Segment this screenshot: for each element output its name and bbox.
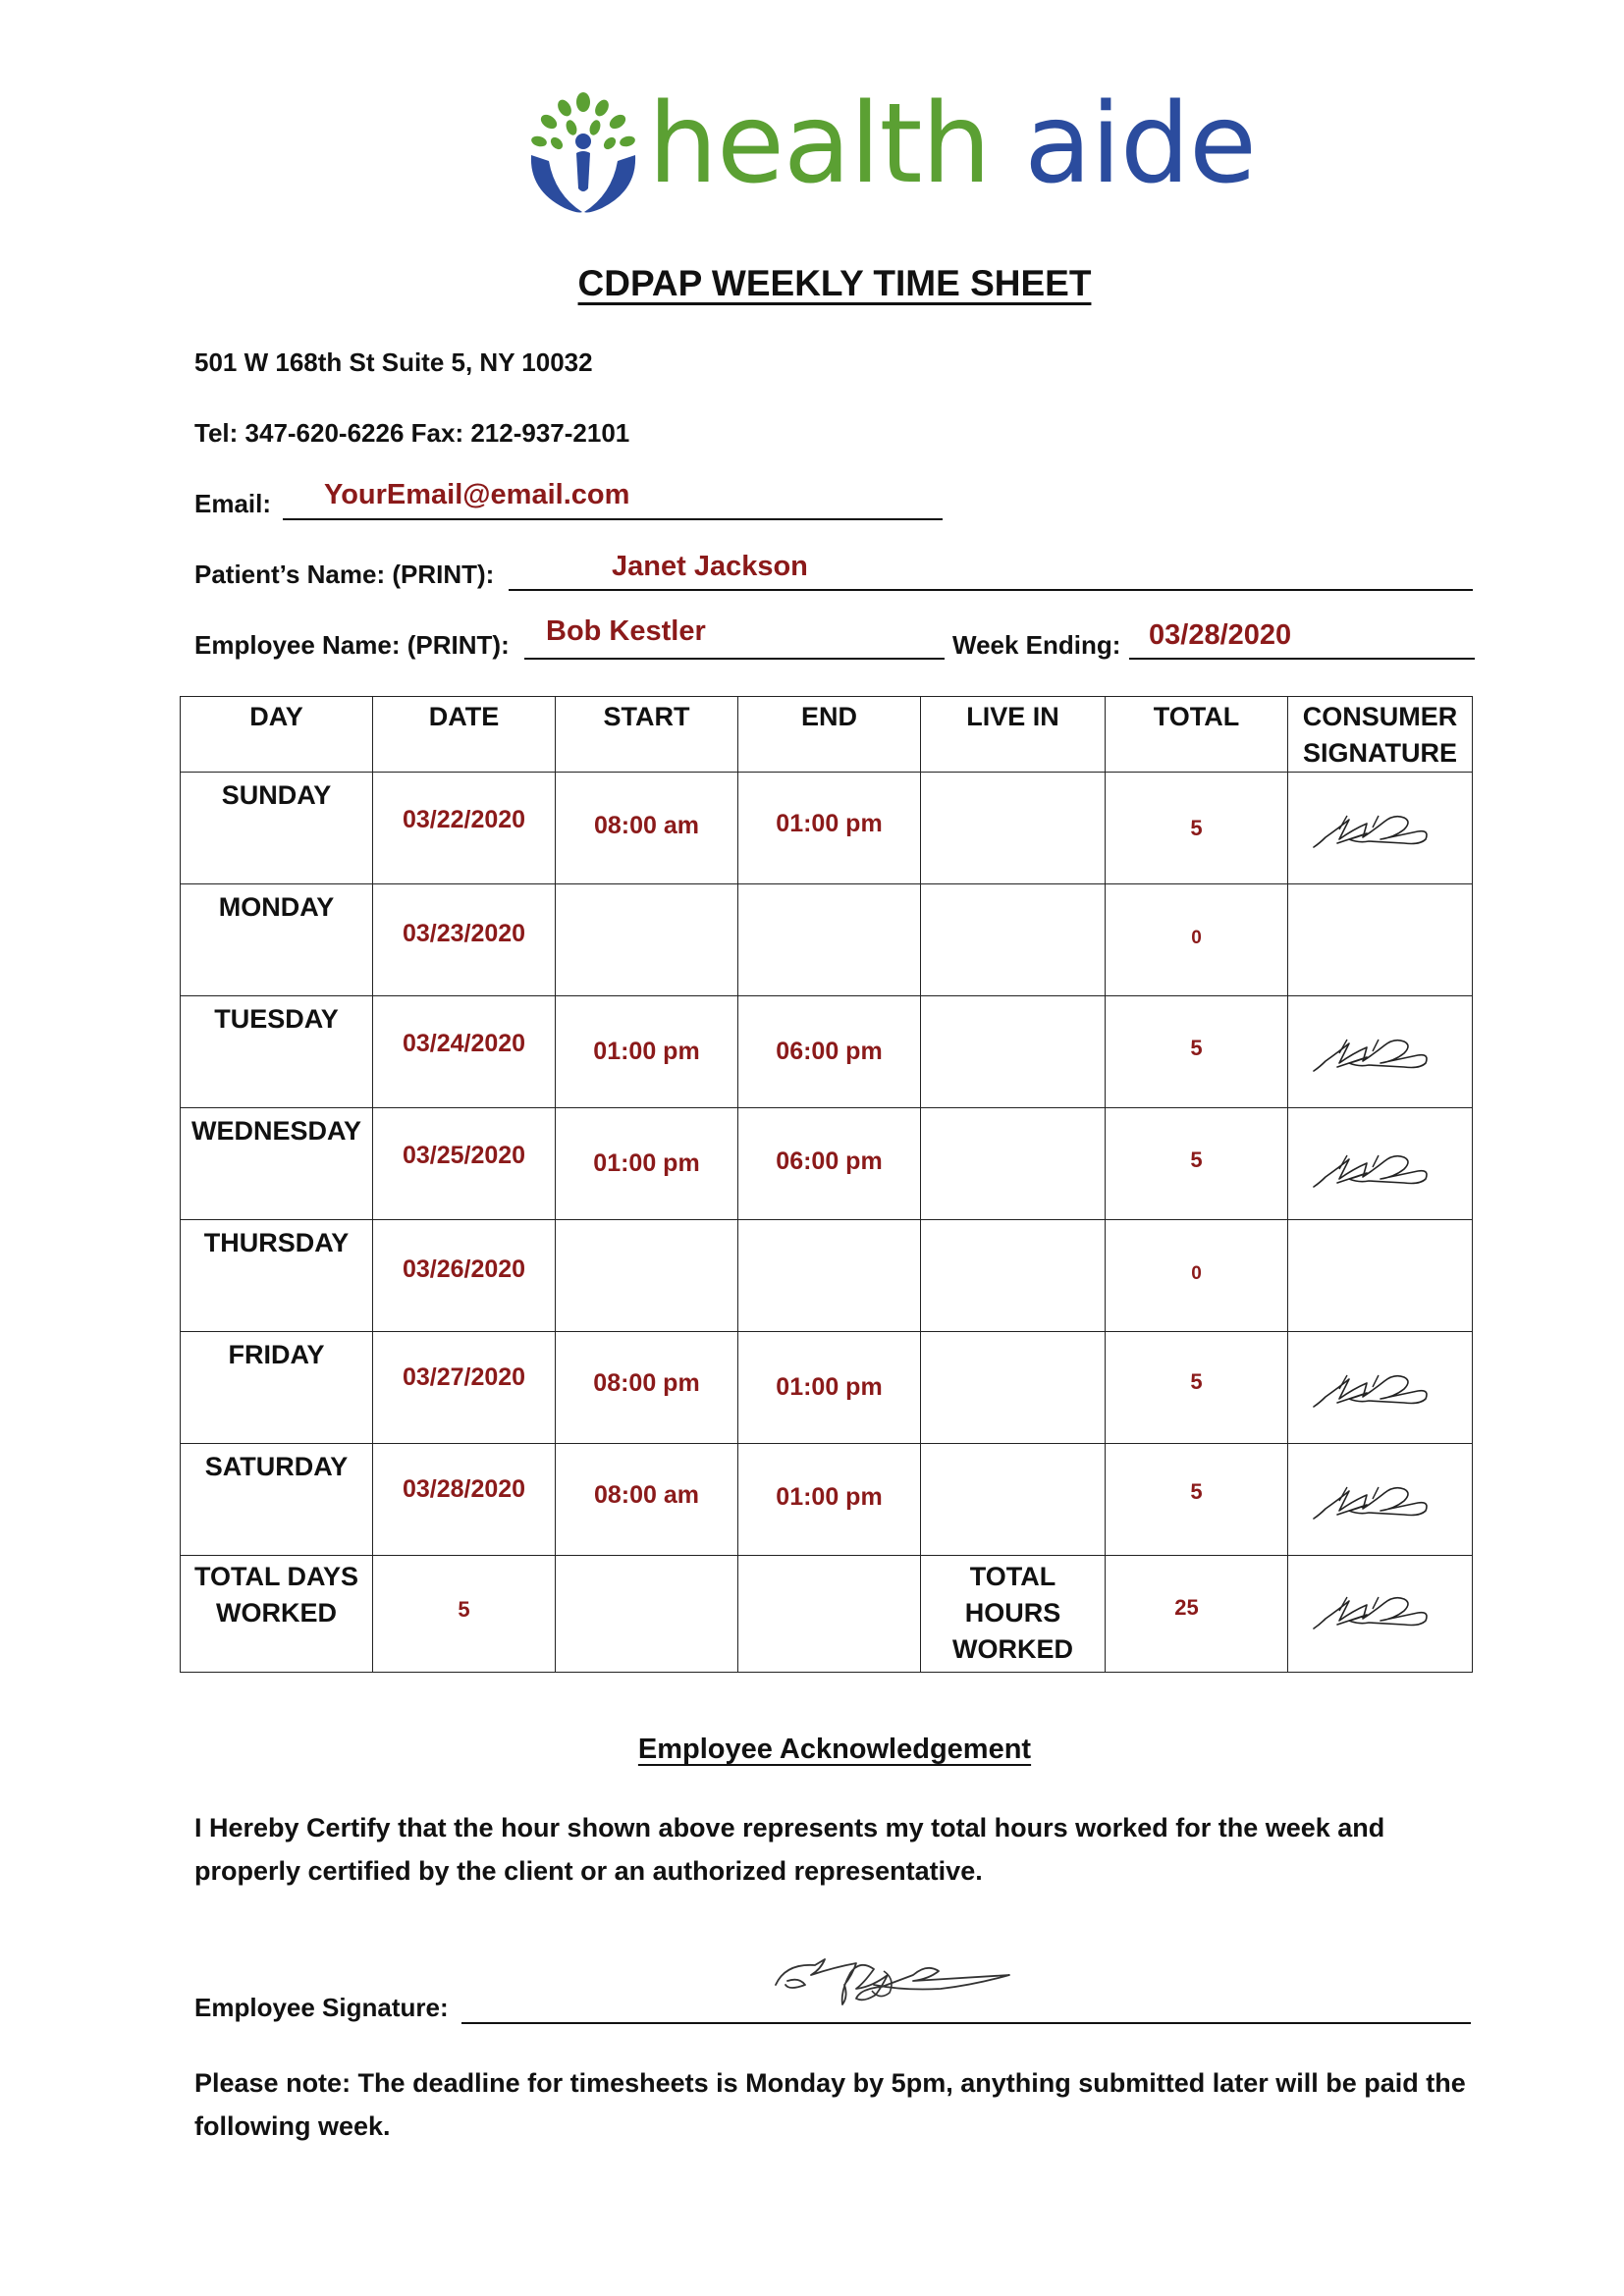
start-value: 08:00 am — [593, 812, 700, 839]
live-in-cell[interactable] — [921, 884, 1106, 996]
table-row — [181, 773, 1473, 884]
day-cell: MONDAY — [218, 892, 335, 922]
consumer-signature-icon — [1310, 1140, 1437, 1195]
live-in-cell[interactable] — [921, 1220, 1106, 1332]
timesheet-table — [180, 696, 1472, 1663]
date-value: 03/22/2020 — [402, 806, 526, 833]
day-cell: SUNDAY — [221, 780, 332, 810]
end-cell[interactable] — [738, 1220, 921, 1332]
table-row — [181, 1332, 1473, 1444]
consumer-signature-icon — [1310, 1360, 1437, 1415]
table-header-row — [181, 697, 1473, 773]
employee-name-field[interactable]: Bob Kestler — [546, 615, 706, 647]
acknowledgement-text: I Hereby Certify that the hour shown above represents my total hours worked for the week and properly certified by the client or an authorized representative. — [194, 1813, 1385, 1886]
consumer-signature-cell[interactable] — [1288, 1556, 1473, 1673]
date-cell[interactable] — [373, 1332, 556, 1444]
live-in-cell[interactable] — [921, 1108, 1106, 1220]
consumer-signature-cell[interactable] — [1288, 884, 1473, 996]
week-ending-label: Week Ending: — [952, 630, 1121, 660]
start-cell[interactable] — [556, 1220, 738, 1332]
table-row — [181, 1220, 1473, 1332]
total-hours-cell[interactable] — [1106, 1556, 1288, 1673]
email-label: Email: — [194, 489, 272, 518]
total-cell[interactable] — [1106, 1332, 1288, 1444]
start-cell[interactable] — [556, 1332, 738, 1444]
header-day: DAY — [181, 697, 373, 773]
email-field[interactable]: YourEmail@email.com — [324, 479, 630, 510]
employee-underline — [524, 658, 945, 660]
day-cell: WEDNESDAY — [190, 1116, 362, 1146]
table-row — [181, 1108, 1473, 1220]
employee-signature-field[interactable] — [461, 2022, 1471, 2024]
consumer-signature-icon — [1310, 1471, 1437, 1526]
consumer-signature-icon — [1310, 800, 1437, 855]
consumer-signature-cell[interactable] — [1288, 996, 1473, 1108]
header-date: DATE — [373, 697, 556, 773]
date-value: 03/28/2020 — [402, 1475, 526, 1503]
patient-name-field[interactable]: Janet Jackson — [612, 551, 808, 582]
live-in-cell[interactable] — [921, 1332, 1106, 1444]
end-value: 01:00 pm — [776, 1483, 883, 1511]
total-value: 5 — [1190, 1148, 1203, 1172]
total-cell[interactable] — [1106, 1108, 1288, 1220]
total-value: 5 — [1190, 1369, 1203, 1394]
table-row — [181, 884, 1473, 996]
date-value: 03/25/2020 — [402, 1142, 526, 1169]
header-total: TOTAL — [1106, 697, 1288, 773]
date-cell[interactable] — [373, 1444, 556, 1556]
total-cell[interactable] — [1106, 1444, 1288, 1556]
logo-wordmark: health aide — [648, 80, 1256, 208]
table-row — [181, 1444, 1473, 1556]
day-cell: FRIDAY — [228, 1340, 325, 1369]
employee-signature-icon — [766, 1946, 1021, 2014]
day-cell: TUESDAY — [214, 1004, 339, 1034]
start-value: 08:00 am — [593, 1481, 700, 1509]
end-value: 06:00 pm — [776, 1038, 883, 1065]
live-in-cell[interactable] — [921, 773, 1106, 884]
total-value: 5 — [1190, 1479, 1203, 1504]
tree-hands-icon — [525, 92, 641, 218]
start-cell[interactable] — [556, 1108, 738, 1220]
start-cell[interactable] — [556, 996, 738, 1108]
total-hours-value: 25 — [1174, 1595, 1199, 1620]
patient-underline — [509, 589, 1473, 591]
end-cell[interactable] — [738, 1444, 921, 1556]
date-cell[interactable] — [373, 996, 556, 1108]
consumer-signature-cell[interactable] — [1288, 773, 1473, 884]
header-live-in: LIVE IN — [921, 697, 1106, 773]
date-value: 03/23/2020 — [402, 920, 526, 947]
end-value: 06:00 pm — [776, 1148, 883, 1175]
page-title: CDPAP WEEKLY TIME SHEET — [577, 263, 1092, 303]
day-cell: SATURDAY — [204, 1452, 349, 1481]
total-cell[interactable] — [1106, 996, 1288, 1108]
health-aide-logo — [525, 80, 1256, 224]
date-value: 03/27/2020 — [402, 1363, 526, 1391]
date-cell[interactable] — [373, 1220, 556, 1332]
patient-label: Patient’s Name: (PRINT): — [194, 560, 495, 589]
total-value: 0 — [1191, 1263, 1202, 1284]
consumer-signature-icon — [1310, 1024, 1437, 1079]
employee-signature-label: Employee Signature: — [194, 1993, 449, 2022]
date-value: 03/24/2020 — [402, 1030, 526, 1057]
total-days-label: TOTAL DAYS WORKED — [181, 1556, 373, 1673]
week-ending-underline — [1129, 658, 1475, 660]
total-days-value: 5 — [458, 1597, 470, 1622]
total-cell[interactable] — [1106, 884, 1288, 996]
end-cell[interactable] — [738, 884, 921, 996]
table-totals-row — [181, 1556, 1473, 1673]
day-cell: THURSDAY — [203, 1228, 350, 1257]
end-cell[interactable] — [738, 1108, 921, 1220]
live-in-cell[interactable] — [921, 996, 1106, 1108]
consumer-signature-cell[interactable] — [1288, 1220, 1473, 1332]
consumer-signature-cell[interactable] — [1288, 1332, 1473, 1444]
blank-cell — [556, 1556, 738, 1673]
consumer-signature-icon — [1310, 1581, 1437, 1636]
deadline-note: Please note: The deadline for timesheets is Monday by 5pm, anything submitted later will be paid the following week. — [194, 2068, 1466, 2141]
table-row — [181, 996, 1473, 1108]
header-consumer-signature: CONSUMER SIGNATURE — [1288, 697, 1473, 773]
start-value: 01:00 pm — [593, 1149, 700, 1177]
start-value: 08:00 pm — [593, 1369, 700, 1397]
total-value: 5 — [1190, 1036, 1203, 1060]
email-underline — [283, 518, 943, 520]
end-cell[interactable] — [738, 996, 921, 1108]
consumer-signature-cell[interactable] — [1288, 1108, 1473, 1220]
acknowledgement-title: Employee Acknowledgement — [637, 1734, 1032, 1765]
end-value: 01:00 pm — [776, 810, 883, 837]
blank-cell — [738, 1556, 921, 1673]
end-cell[interactable] — [738, 773, 921, 884]
total-value: 0 — [1191, 928, 1202, 948]
week-ending-field[interactable]: 03/28/2020 — [1149, 619, 1292, 651]
total-cell[interactable] — [1106, 1220, 1288, 1332]
date-cell[interactable] — [373, 884, 556, 996]
consumer-signature-cell[interactable] — [1288, 1444, 1473, 1556]
date-cell[interactable] — [373, 773, 556, 884]
contact-info: Tel: 347-620-6226 Fax: 212-937-2101 — [194, 418, 630, 448]
live-in-cell[interactable] — [921, 1444, 1106, 1556]
total-days-cell[interactable] — [373, 1556, 556, 1673]
address: 501 W 168th St Suite 5, NY 10032 — [194, 347, 593, 377]
employee-label: Employee Name: (PRINT): — [194, 630, 510, 660]
start-value: 01:00 pm — [593, 1038, 700, 1065]
start-cell[interactable] — [556, 1444, 738, 1556]
header-start: START — [556, 697, 738, 773]
header-end: END — [738, 697, 921, 773]
total-hours-label: TOTAL HOURS WORKED — [921, 1556, 1106, 1673]
end-cell[interactable] — [738, 1332, 921, 1444]
start-cell[interactable] — [556, 884, 738, 996]
total-cell[interactable] — [1106, 773, 1288, 884]
date-cell[interactable] — [373, 1108, 556, 1220]
date-value: 03/26/2020 — [402, 1255, 526, 1283]
start-cell[interactable] — [556, 773, 738, 884]
total-value: 5 — [1190, 816, 1203, 840]
end-value: 01:00 pm — [776, 1373, 883, 1401]
